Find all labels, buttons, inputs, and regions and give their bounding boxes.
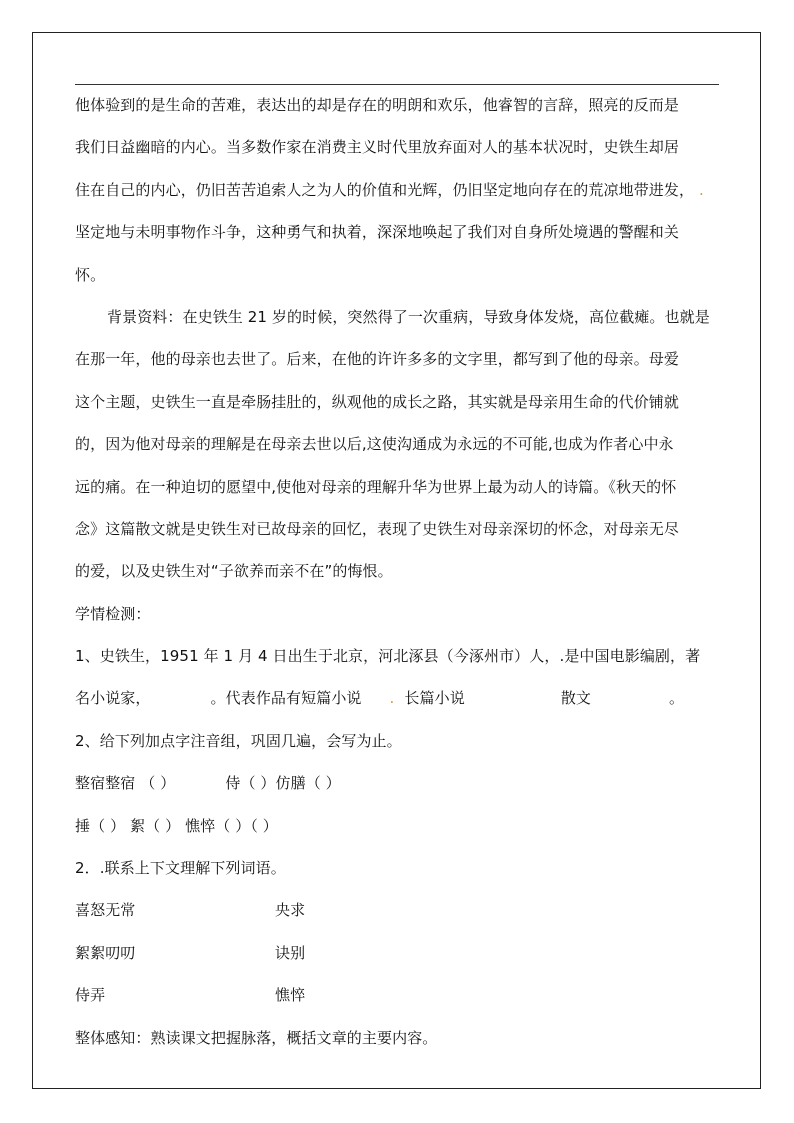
- question-3: 2．.联系上下文理解下列词语。: [75, 859, 286, 878]
- paragraph-line: 这个主题，史铁生一直是牵肠挂肚的，纵观他的成长之路，其实就是母亲用生命的代价铺就: [75, 392, 680, 411]
- vocab-row: 絮絮叨叨 诀别: [75, 943, 306, 962]
- question-1: 1、史铁生，1951 年 1 月 4 日出生于北京，河北涿县（今涿州市）人，.是中国电影编剧，著: [75, 647, 701, 666]
- paragraph-line: 的，因为他对母亲的理解是在母亲去世以后,这使沟通成为永远的不可能,也成为作者心中永: [75, 435, 674, 454]
- section-heading: 学情检测：: [75, 604, 151, 623]
- paragraph-line: 念》这篇散文就是史铁生对已故母亲的回忆，表现了史铁生对母亲深切的怀念，对母亲无尽: [75, 519, 680, 538]
- paragraph-line: 我们日益幽暗的内心。当多数作家在消费主义时代里放弃面对人的基本状况时，史铁生却居: [75, 138, 680, 157]
- pinyin-row-2: 捶（ ） 絮（ ） 憔悴（ ）（ ）: [75, 816, 278, 835]
- paragraph-line: 怀。: [75, 265, 106, 284]
- paragraph-line: 的爱，以及史铁生对“子欲养而亲不在”的悔恨。: [75, 562, 393, 581]
- overview-task: 整体感知：熟读课文把握脉落，概括文章的主要内容。: [75, 1028, 438, 1047]
- vocab-row: 喜怒无常 央求: [75, 901, 306, 920]
- document-body: [75, 92, 719, 1067]
- stray-dot: .: [698, 180, 704, 199]
- paragraph-line: 在那一年，他的母亲也去世了。后来，在他的许许多多的文字里，都写到了他的母亲。母爱: [75, 350, 680, 369]
- vocab-row: 侍弄 憔悴: [75, 986, 306, 1005]
- background-paragraph-line: 背景资料：在史铁生 21 岁的时候，突然得了一次重病，导致身体发烧，高位截瘫。也就是: [107, 307, 710, 326]
- header-rule: [75, 84, 719, 85]
- paragraph-line: 远的痛。在一种迫切的愿望中,使他对母亲的理解升华为世界上最为动人的诗篇。《秋天的怀: [75, 477, 677, 496]
- paragraph-line: 住在自己的内心，仍旧苦苦追索人之为人的价值和光辉，仍旧坚定地向存在的荒凉地带进发， .: [75, 180, 704, 199]
- paragraph-line: 他体验到的是生命的苦难，表达出的却是存在的明朗和欢乐，他睿智的言辞，照亮的反而是: [75, 96, 680, 114]
- question-2: 2、给下列加点字注音组，巩固几遍，会写为止。: [75, 731, 402, 750]
- pinyin-row-1: 整宿整宿 （ ） 侍（ ）仿膳（ ）: [75, 774, 341, 793]
- question-1-continued: 名小说家， 。代表作品有短篇小说 . 长篇小说 散文 。: [75, 689, 685, 708]
- paragraph-line: 坚定地与未明事物作斗争，这种勇气和执着，深深地唤起了我们对自身所处境遇的警醒和关: [75, 223, 680, 242]
